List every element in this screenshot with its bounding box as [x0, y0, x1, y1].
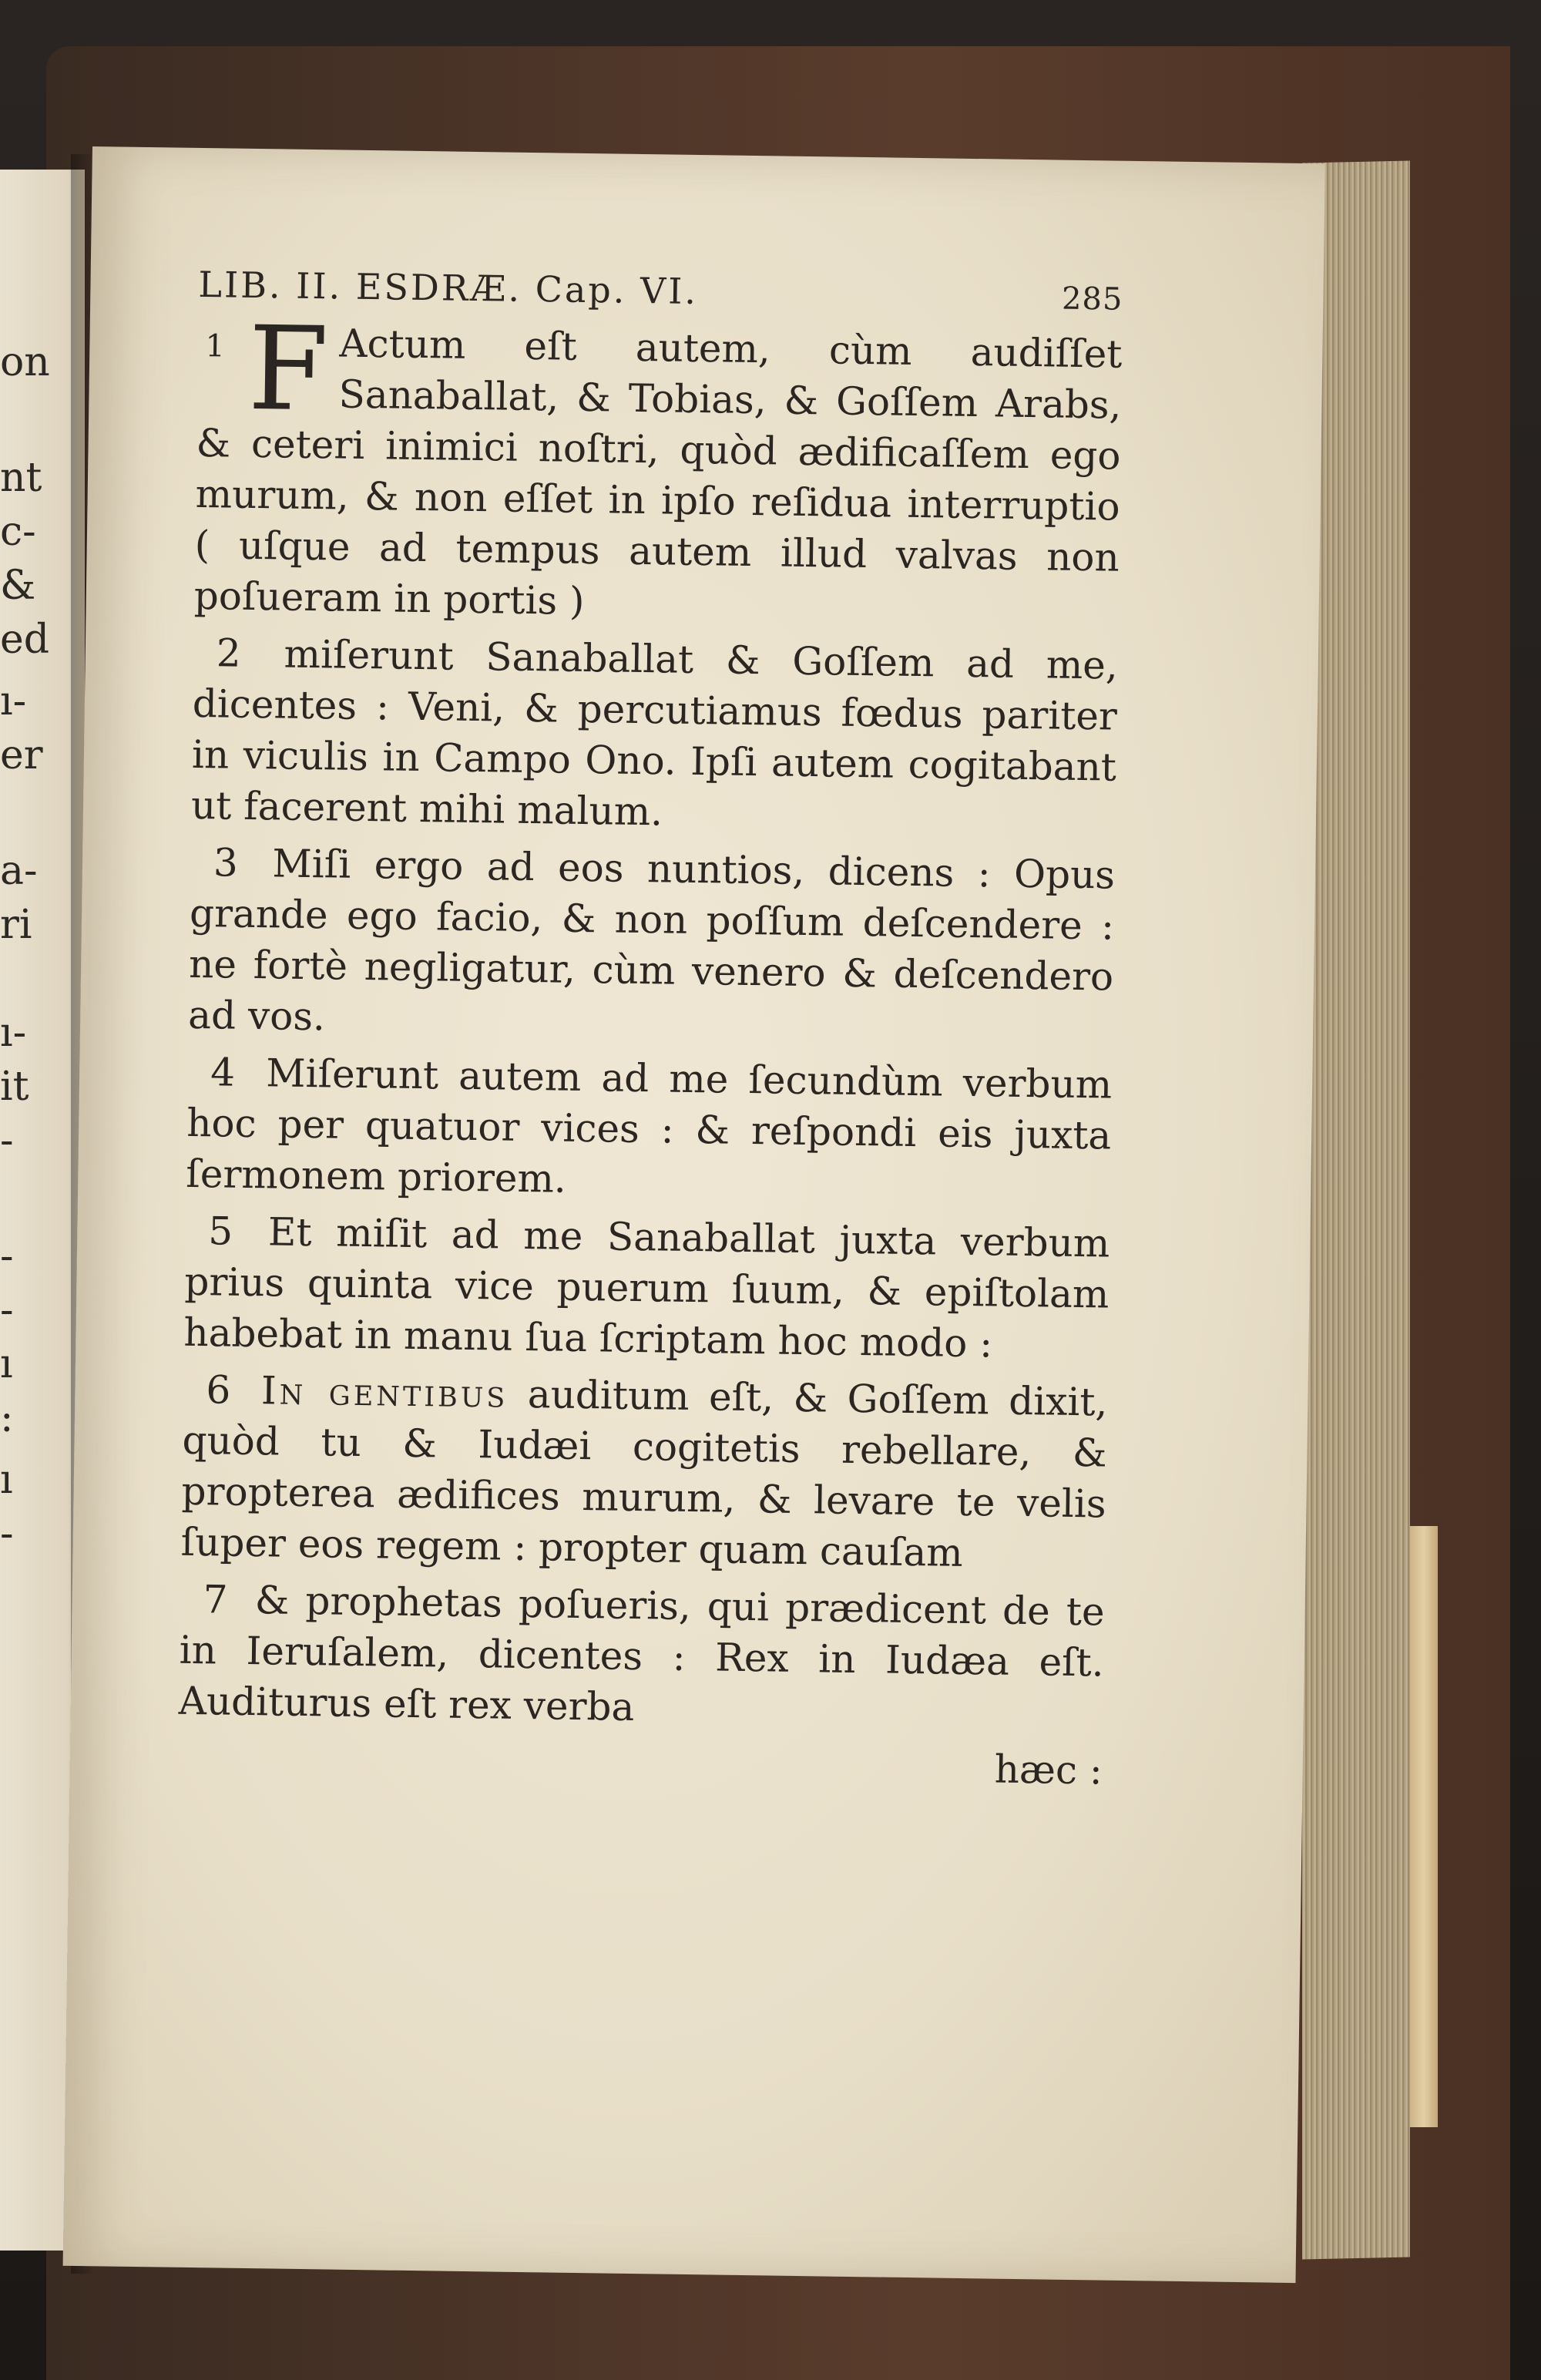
left-fragment: - — [0, 1118, 14, 1164]
verse-number: 5 — [207, 1208, 233, 1254]
left-fragment: ı- — [0, 1010, 27, 1056]
verse-number: 1 — [205, 328, 226, 365]
verse-text: miſerunt Sanaballat & Goſſem ad me, dicentes : Veni, & percutiamus fœdus pariter in viculis in Campo Ono. Ipſi autem cogitabant ut facerent mihi malum. — [190, 631, 1119, 835]
verse-6 — [180, 1364, 1108, 1581]
verse-text: Et miſit ad me Sanaballat juxta verbum prius quinta vice puerum ſuum, & epiſtolam habebat in manu ſua ſcriptam hoc modo : — [183, 1209, 1110, 1366]
verse-text: auditum eſt, & Goſſem dixit, quòd tu & Iudæi cogitetis rebellare, & propterea ædifices murum, & levare te velis ſuper eos regem : propter quam cauſam — [180, 1372, 1108, 1575]
left-fragment: on — [0, 339, 50, 385]
verse-number: 3 — [213, 840, 239, 886]
page-number: 285 — [1061, 281, 1123, 318]
left-fragment: nt — [0, 455, 42, 501]
verse-text: Actum eſt autem, cùm audiſſet Sanaballat, & Tobias, & Goſſem Arabs, & ceteri inimici noſtri, quòd ædificaſſem ego murum, & non eſſet in ipſo reſidua interruptio ( uſque ad tempus autem illud valvas non poſueram in portis ) — [193, 321, 1123, 624]
catchword: hæc : — [994, 1746, 1103, 1793]
bookmark-strip — [1410, 1526, 1438, 2127]
left-fragment: ri — [0, 902, 32, 948]
verse-number: 4 — [210, 1050, 236, 1095]
page-text — [177, 264, 1123, 1797]
left-fragment: - — [0, 1287, 14, 1333]
verse-text: & prophetas poſueris, qui prædicent de te in Ieruſalem, dicentes : Rex in Iudæa eſt. Auditurus eſt rex verba — [178, 1578, 1105, 1730]
left-fragment: : — [0, 1395, 14, 1441]
left-fragment: ı — [0, 1341, 13, 1387]
left-fragment: ed — [0, 617, 50, 663]
left-fragment: c- — [0, 509, 36, 555]
left-fragment: it — [0, 1064, 29, 1110]
verse-2 — [191, 627, 1119, 844]
verse-7 — [178, 1574, 1105, 1740]
left-fragment: a- — [0, 848, 38, 894]
left-fragment: ı — [0, 1457, 13, 1503]
verse-5 — [183, 1205, 1110, 1371]
running-head-title: LIB. II. ESDRÆ. Cap. VI. — [198, 263, 699, 312]
verse-number: 6 — [206, 1367, 231, 1413]
left-fragment: - — [0, 1233, 14, 1279]
left-fragment: - — [0, 1511, 14, 1557]
verse-smallcaps: In gentibus — [260, 1368, 509, 1417]
verse-4 — [186, 1047, 1113, 1212]
left-fragment: er — [0, 732, 43, 778]
verse-number: 7 — [203, 1577, 228, 1622]
right-page — [63, 146, 1325, 2283]
verse-text: Miſerunt autem ad me ſecundùm verbum hoc per quatuor vices : & reſpondi eis juxta ſermonem priorem. — [185, 1050, 1113, 1202]
verse-3 — [188, 837, 1116, 1054]
left-fragment: & — [0, 563, 36, 609]
verse-text: Miſi ergo ad eos nuntios, dicens : Opus grande ego facio, & non poſſum deſcendere : ne fortè negligatur, cùm venero & deſcendero ad vos. — [187, 841, 1116, 1040]
running-head — [198, 264, 1123, 318]
left-fragment: ı- — [0, 678, 27, 724]
verse-1 — [193, 301, 1123, 634]
verse-number: 2 — [216, 630, 242, 676]
drop-cap: F — [247, 301, 330, 438]
